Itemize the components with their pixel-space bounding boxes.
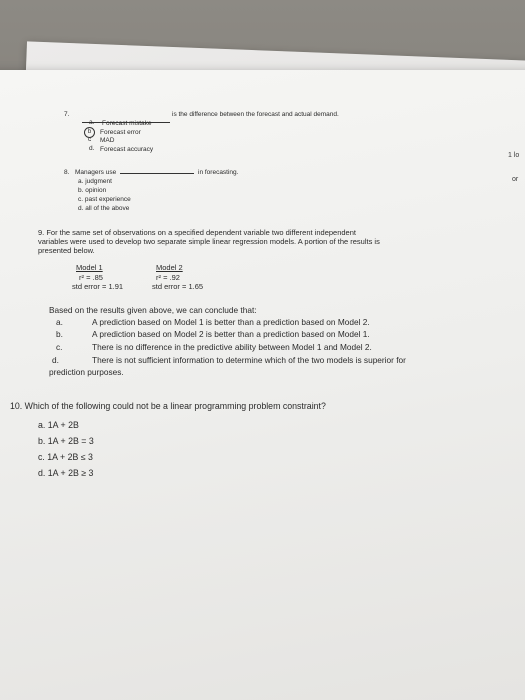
q10-stem: 10. Which of the following could not be a linear programming problem constraint? <box>10 401 326 411</box>
q10-option-d: d. 1A + 2B ≥ 3 <box>38 468 94 478</box>
q7-option-a: Forecast mistake <box>102 120 152 127</box>
q9-option-d: There is not sufficient information to determine which of the two models is superior for <box>92 355 406 365</box>
q8-stem-start: Managers use <box>75 169 117 176</box>
q7-option-b-circle: b <box>84 127 95 138</box>
q8-number: 8. <box>64 169 70 176</box>
q9-option-d-letter: d. <box>52 355 59 365</box>
model-1-heading: Model 1 <box>76 263 103 272</box>
q9-option-c: There is no difference in the predictive ability between Model 1 and Model 2. <box>92 342 372 352</box>
q7-stem: is the difference between the forecast and actual demand. <box>172 111 339 118</box>
q8-option-c: c. past experience <box>78 196 131 203</box>
q9-option-a-letter: a. <box>56 317 63 327</box>
q10-option-b: b. 1A + 2B = 3 <box>38 436 94 446</box>
q9-option-a: A prediction based on Model 1 is better than a prediction based on Model 2. <box>92 317 370 327</box>
edge-text-mid: or <box>512 176 519 183</box>
q8-stem-end: in forecasting. <box>198 169 239 176</box>
q7-option-a-letter: a. <box>89 119 95 126</box>
q7-option-d: Forecast accuracy <box>100 146 154 153</box>
q9-stem-line-3: presented below. <box>38 246 95 255</box>
q9-option-b: A prediction based on Model 2 is better than a prediction based on Model 1. <box>92 329 370 339</box>
q7-option-c: MAD <box>100 137 115 144</box>
q7-option-d-letter: d. <box>89 145 95 152</box>
model-2-std-error: std error = 1.65 <box>152 282 204 291</box>
q8-option-a: a. judgment <box>78 178 112 185</box>
edge-text-top: 1 lo <box>508 152 520 159</box>
q9-option-d-continued: prediction purposes. <box>49 367 124 377</box>
q8-option-b: b. opinion <box>78 187 107 194</box>
q7-option-b: Forecast error <box>100 129 141 136</box>
model-2-r-squared: r² = .92 <box>156 273 180 282</box>
q8-answer-blank <box>120 173 194 174</box>
q10-option-c: c. 1A + 2B ≤ 3 <box>38 452 93 462</box>
q9-stem-line-1: 9. For the same set of observations on a specified dependent variable two different independent <box>38 228 356 237</box>
q10-option-a: a. 1A + 2B <box>38 420 79 430</box>
q8-option-d: d. all of the above <box>78 205 130 212</box>
model-1-r-squared: r² = .85 <box>79 273 103 282</box>
model-1-std-error: std error = 1.91 <box>72 282 124 291</box>
q9-stem-line-2: variables were used to develop two separate simple linear regression models. A portion of the results is <box>38 237 380 246</box>
q7-number: 7. <box>64 111 70 118</box>
model-2-heading: Model 2 <box>156 263 183 272</box>
q7-option-c-letter: c <box>88 136 92 143</box>
q9-option-b-letter: b. <box>56 329 63 339</box>
q9-lead-in: Based on the results given above, we can conclude that: <box>49 305 257 315</box>
q9-option-c-letter: c. <box>56 342 63 352</box>
